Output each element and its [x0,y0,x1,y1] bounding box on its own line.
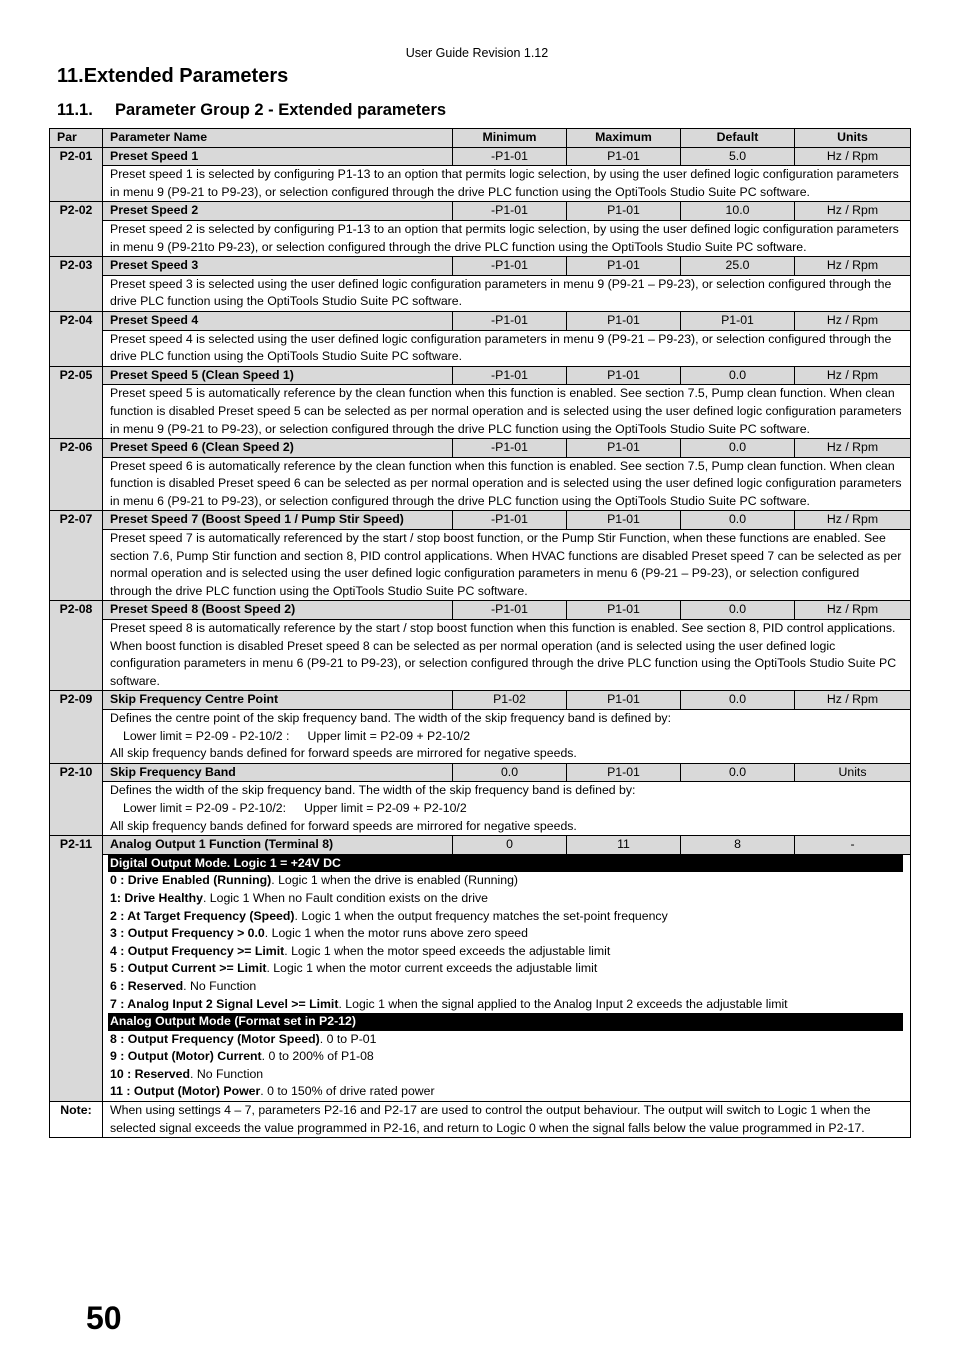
description-line: Defines the centre point of the skip frequency band. The width of the skip frequency band is defined by: [110,711,671,725]
option-label: 5 : Output Current >= Limit [110,961,267,976]
table-row [50,763,911,782]
note-row [50,1102,911,1138]
table-row-description [50,530,911,601]
option-item [110,978,903,996]
param-name: Preset Speed 3 [103,257,453,276]
param-default: 10.0 [681,202,795,221]
option-item [110,925,903,943]
col-header-max: Maximum [567,129,681,148]
upper-limit-formula: Upper limit = P2-09 + P2-10/2 [304,800,467,815]
param-description [103,782,911,836]
table-row [50,691,911,710]
param-units: Hz / Rpm [795,691,911,710]
option-label: 1: Drive Healthy [110,890,203,905]
col-header-default: Default [681,129,795,148]
table-row [50,601,911,620]
option-text: . 0 to P-01 [319,1031,377,1046]
option-label: 0 : Drive Enabled (Running) [110,873,272,888]
table-row [50,511,911,530]
table-row-description [50,457,911,511]
param-code: P2-09 [50,691,103,763]
param-code: P2-01 [50,147,103,202]
table-row [50,366,911,385]
table-row-description [50,710,911,764]
param-default: 0.0 [681,439,795,458]
col-header-min: Minimum [453,129,567,148]
col-header-name: Parameter Name [103,129,453,148]
subsection-number: 11.1. [57,101,93,119]
lower-limit-formula: Lower limit = P2-09 - P2-10/2 : [123,728,290,743]
param-max: P1-01 [567,311,681,330]
param-code: P2-04 [50,311,103,366]
param-description: Preset speed 4 is selected using the user defined logic configuration parameters in menu 9 (P9-21 – P9-23), or selection configured through the drive PLC function using the OptiTools Studio Suite PC software. [103,330,911,366]
table-row-description [50,782,911,836]
param-default: 5.0 [681,147,795,166]
param-name: Preset Speed 5 (Clean Speed 1) [103,366,453,385]
option-item [110,1031,903,1049]
table-row-description [50,330,911,366]
param-min: -P1-01 [453,147,567,166]
param-description: Preset speed 5 is automatically reference by the clean function when this function is enabled. See section 7.5, Pump clean function. When clean function is disabled Preset speed 5 can be selected as per normal operation and is selected using the user defined logic configuration parameters in menu 9 (P9-21 to P9-23), or selection configured through the drive PLC function using the OptiTools Studio Suite PC software. [103,385,911,439]
option-text: . Logic 1 when the motor speed exceeds the adjustable limit [284,943,611,958]
option-label: 3 : Output Frequency > 0.0 [110,926,265,941]
param-description: Preset speed 7 is automatically referenced by the start / stop boost function, or the Pump Stir Function, when these functions are enabled. See section 7.6, Pump Stir function and section 8, PID control applications. When HVAC functions are disabled Preset speed 7 can be selected as per normal operation and is selected using the user defined logic configuration parameters in menu 6 (P9-21 – P9-23), or selection configured through the drive PLC function using the OptiTools Studio Suite PC software. [103,530,911,601]
param-description: Preset speed 2 is selected by configuring P1-13 to an option that permits logic selection, by using the user defined logic configuration parameters in menu 9 (P9-21to P9-23), or selection configured through the drive PLC function using the OptiTools Studio Suite PC software. [103,220,911,256]
param-units: Hz / Rpm [795,366,911,385]
param-max: P1-01 [567,366,681,385]
param-min: 0.0 [453,763,567,782]
param-name: Skip Frequency Band [103,763,453,782]
col-header-units: Units [795,129,911,148]
note-text: When using settings 4 – 7, parameters P2-16 and P2-17 are used to control the output behaviour. The output will switch to Logic 1 when the selected signal exceeds the value programmed in P2-16, and return to Logic 0 when the signal falls below the value programmed in P2-17. [103,1102,911,1138]
param-description: Preset speed 3 is selected using the user defined logic configuration parameters in menu 9 (P9-21 – P9-23), or selection configured through the drive PLC function using the OptiTools Studio Suite PC software. [103,275,911,311]
param-min: P1-02 [453,691,567,710]
option-text: . Logic 1 when the drive is enabled (Running) [271,873,519,888]
param-code: P2-10 [50,763,103,835]
analog-mode-header: Analog Output Mode (Format set in P2-12) [108,1013,903,1031]
option-item [110,908,903,926]
section-title-text: Extended Parameters [83,65,289,87]
section-number: 11. [57,65,84,87]
param-description [103,854,911,1101]
option-item [110,872,903,890]
digital-mode-header: Digital Output Mode. Logic 1 = +24V DC [108,855,903,873]
description-line: All skip frequency bands defined for forward speeds are mirrored for negative speeds. [110,746,577,761]
table-row-description [50,620,911,691]
param-code: P2-08 [50,601,103,691]
table-row-description [50,385,911,439]
param-default: 0.0 [681,763,795,782]
option-item [110,890,903,908]
param-units: Hz / Rpm [795,147,911,166]
option-label: 2 : At Target Frequency (Speed) [110,908,295,923]
option-label: 7 : Analog Input 2 Signal Level >= Limit [110,996,339,1011]
option-text: . No Function [183,978,257,993]
table-row [50,202,911,221]
param-max: P1-01 [567,601,681,620]
option-item [110,1048,903,1066]
option-text: . 0 to 150% of drive rated power [260,1084,435,1099]
page-number: 50 [86,1300,122,1336]
param-max: P1-01 [567,691,681,710]
param-max: P1-01 [567,763,681,782]
option-item [110,960,903,978]
param-units: Units [795,763,911,782]
param-max: P1-01 [567,257,681,276]
param-max: P1-01 [567,147,681,166]
param-units: Hz / Rpm [795,511,911,530]
param-description [103,710,911,764]
param-default: 25.0 [681,257,795,276]
table-header-row [50,129,911,148]
option-item [110,1066,903,1084]
param-code: P2-06 [50,439,103,511]
param-code: P2-02 [50,202,103,257]
param-max: P1-01 [567,439,681,458]
note-label: Note: [50,1102,103,1138]
upper-limit-formula: Upper limit = P2-09 + P2-10/2 [307,728,471,743]
option-label: 10 : Reserved [110,1066,190,1081]
param-units: Hz / Rpm [795,257,911,276]
param-units: Hz / Rpm [795,601,911,620]
param-name: Preset Speed 7 (Boost Speed 1 / Pump Stir Speed) [103,511,453,530]
param-max: 11 [567,836,681,855]
option-text: . Logic 1 when the motor current exceeds the adjustable limit [266,961,598,976]
param-max: P1-01 [567,511,681,530]
option-label: 11 : Output (Motor) Power [110,1084,261,1099]
subsection-title-text: Parameter Group 2 - Extended parameters [115,101,447,119]
table-row-description [50,166,911,202]
limit-formula [110,728,903,746]
table-row-description [50,275,911,311]
subsection-title [57,101,446,120]
option-label: 4 : Output Frequency >= Limit [110,943,285,958]
param-name: Preset Speed 1 [103,147,453,166]
running-header: User Guide Revision 1.12 [405,46,549,60]
param-default: 0.0 [681,366,795,385]
param-default: 8 [681,836,795,855]
param-min: 0 [453,836,567,855]
param-description: Preset speed 8 is automatically reference by the start / stop boost function when this function is enabled. See section 8, PID control applications. When boost function is disabled Preset speed 8 can be selected as per normal operation (and is selected using the user defined logic configuration parameters in menu 6 (P9-21 to P9-23), or selection configured through the drive PLC function using the OptiTools Studio Suite PC software. [103,620,911,691]
option-item [110,943,903,961]
table-row [50,311,911,330]
col-header-par: Par [50,129,103,148]
param-min: -P1-01 [453,511,567,530]
option-item [110,1083,903,1101]
param-code: P2-07 [50,511,103,601]
param-name: Preset Speed 2 [103,202,453,221]
param-name: Skip Frequency Centre Point [103,691,453,710]
table-row [50,147,911,166]
param-name: Preset Speed 4 [103,311,453,330]
param-default: P1-01 [681,311,795,330]
param-max: P1-01 [567,202,681,221]
option-text: . No Function [189,1066,264,1081]
table-row-description [50,220,911,256]
param-units: Hz / Rpm [795,202,911,221]
param-default: 0.0 [681,601,795,620]
option-label: 9 : Output (Motor) Current [110,1049,262,1064]
param-min: -P1-01 [453,601,567,620]
param-min: -P1-01 [453,311,567,330]
param-code: P2-11 [50,836,103,1102]
param-min: -P1-01 [453,366,567,385]
option-text: . Logic 1 when the signal applied to the Analog Input 2 exceeds the adjustable limit [338,996,788,1011]
table-row [50,257,911,276]
param-code: P2-05 [50,366,103,438]
lower-limit-formula: Lower limit = P2-09 - P2-10/2: [123,800,287,815]
param-description: Preset speed 1 is selected by configuring P1-13 to an option that permits logic selection, by using the user defined logic configuration parameters in menu 9 (P9-21 to P9-23), or selection configured through the drive PLC function using the OptiTools Studio Suite PC software. [103,166,911,202]
limit-formula [110,800,903,818]
param-units: - [795,836,911,855]
param-min: -P1-01 [453,202,567,221]
param-units: Hz / Rpm [795,311,911,330]
param-min: -P1-01 [453,257,567,276]
description-line: Defines the width of the skip frequency band. The width of the skip frequency band is defined by: [110,783,636,798]
option-item [110,996,903,1014]
option-text: . 0 to 200% of P1-08 [261,1049,374,1064]
parameter-table [49,128,911,1138]
option-label: 8 : Output Frequency (Motor Speed) [110,1031,320,1046]
param-default: 0.0 [681,511,795,530]
description-line: All skip frequency bands defined for forward speeds are mirrored for negative speeds. [110,818,577,833]
param-name: Analog Output 1 Function (Terminal 8) [103,836,453,855]
param-default: 0.0 [681,691,795,710]
param-name: Preset Speed 6 (Clean Speed 2) [103,439,453,458]
param-min: -P1-01 [453,439,567,458]
table-row [50,836,911,855]
section-title [57,65,288,88]
option-text: . Logic 1 when the motor runs above zero speed [264,926,528,941]
table-row [50,439,911,458]
option-label: 6 : Reserved [110,978,184,993]
table-row-description [50,854,911,1101]
param-code: P2-03 [50,257,103,312]
param-name: Preset Speed 8 (Boost Speed 2) [103,601,453,620]
param-description: Preset speed 6 is automatically reference by the clean function when this function is enabled. See section 7.5, Pump clean function. When clean function is disabled Preset speed 6 can be selected as per normal operation and is selected using the user defined logic configuration parameters in menu 6 (P9-21 to P9-23), or selection configured through the drive PLC function using the OptiTools Studio Suite PC software. [103,457,911,511]
param-units: Hz / Rpm [795,439,911,458]
option-text: . Logic 1 when the output frequency matches the set-point frequency [294,908,668,923]
option-text: . Logic 1 When no Fault condition exists on the drive [202,890,488,905]
